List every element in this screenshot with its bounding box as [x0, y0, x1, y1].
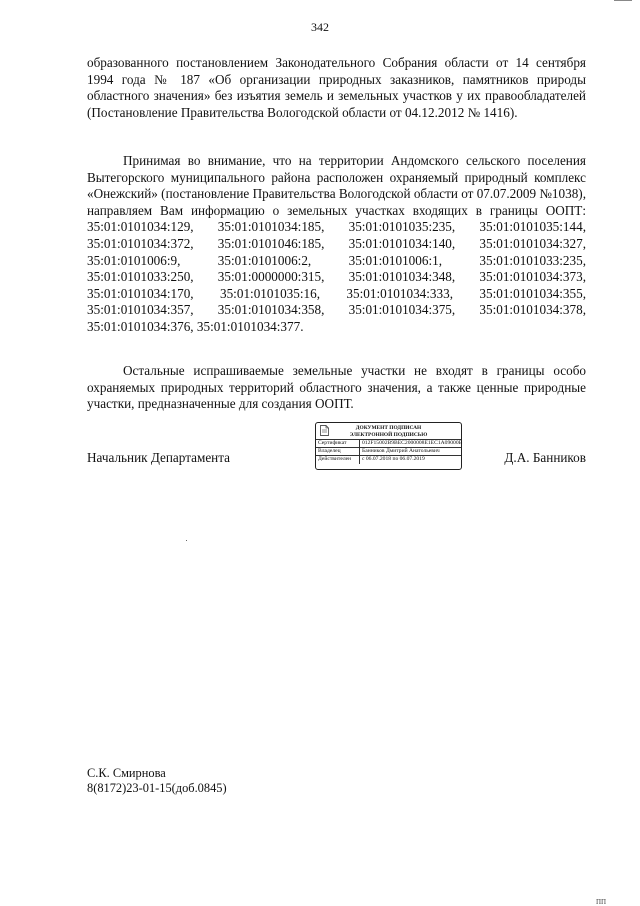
stamp-label: Действителен [318, 456, 352, 462]
stamp-value: с 06.07.2018 по 06.07.2019 [362, 456, 425, 462]
contact-phone: 8(8172)23-01-15(доб.0845) [87, 781, 227, 795]
stamp-label: Владелец [318, 448, 341, 454]
footer-mark: ПП [596, 898, 607, 906]
contact-block [87, 766, 227, 796]
paragraph-3 [87, 363, 586, 413]
paragraph-text: Остальные испрашиваемые земельные участки не входят в границы особо охраняемых природных территорий областного значения, а также ценные природные участки, предназначенные для создания ООПТ. [87, 363, 586, 412]
signer-name: Д.А. Банников [504, 450, 586, 465]
stamp-value: Банников Дмитрий Анатольевич [362, 448, 440, 454]
scan-artifact [186, 540, 187, 541]
stamp-label: Сертификат [318, 440, 347, 446]
electronic-signature-stamp [315, 422, 462, 470]
paragraph-text: образованного постановлением Законодательного Собрания области от 14 сентября 1994 года № 187 «Об организации природных заказников, памятников природы областного значения» без изъятия земель и земельных участков у их правообладателей (Постановление Правительства Вологодской области от 04.12.2012 № 1416). [87, 55, 586, 120]
paragraph-2 [87, 153, 586, 336]
paragraph-1 [87, 55, 586, 121]
paragraph-text: Принимая во внимание, что на территории Андомского сельского поселения Вытегорского муниципального района расположен охраняемый природный комплекс «Онежский» (постановление Правительства Вологодской области от 07.07.2009 №1038), направляем Вам информацию о земельных участках входящих в границы ООПТ: 35:01:0101034:129, 35:01:0101034:185, 35:01:0101035:235, 35:01:0101035:144, 35:01:0101034:372, 35:01:0101046:185, 35:01:0101034:140, 35:01:0101034:327, 35:01:0101006:9, 35:01:0101006:2, 35:01:0101006:1, 35:01:0101033:235, 35:01:0101033:250, 35:01:0000000:315, 35:01:0101034:348, 35:01:0101034:373, 35:01:0101034:170, 35:01:0101035:16, 35:01:0101034:333, 35:01:0101034:355, 35:01:0101034:357, 35:01:0101034:358, 35:01:0101034:375, 35:01:0101034:378, 35:01:0101034:376, 35:01:0101034:377. [87, 153, 586, 334]
corner-mark [614, 0, 632, 1]
page-number: 342 [311, 20, 329, 34]
stamp-row-validity [316, 455, 461, 464]
stamp-header [316, 425, 461, 438]
stamp-header-line-1: ДОКУМЕНТ ПОДПИСАН [355, 425, 422, 431]
stamp-value: 012F15002B9BEC2000008E1EC1A09000B [362, 440, 463, 446]
contact-name: С.К. Смирнова [87, 766, 166, 780]
stamp-header-line-2: ЭЛЕКТРОННОЙ ПОДПИСЬЮ [349, 431, 428, 438]
signer-position: Начальник Департамента [87, 450, 231, 465]
